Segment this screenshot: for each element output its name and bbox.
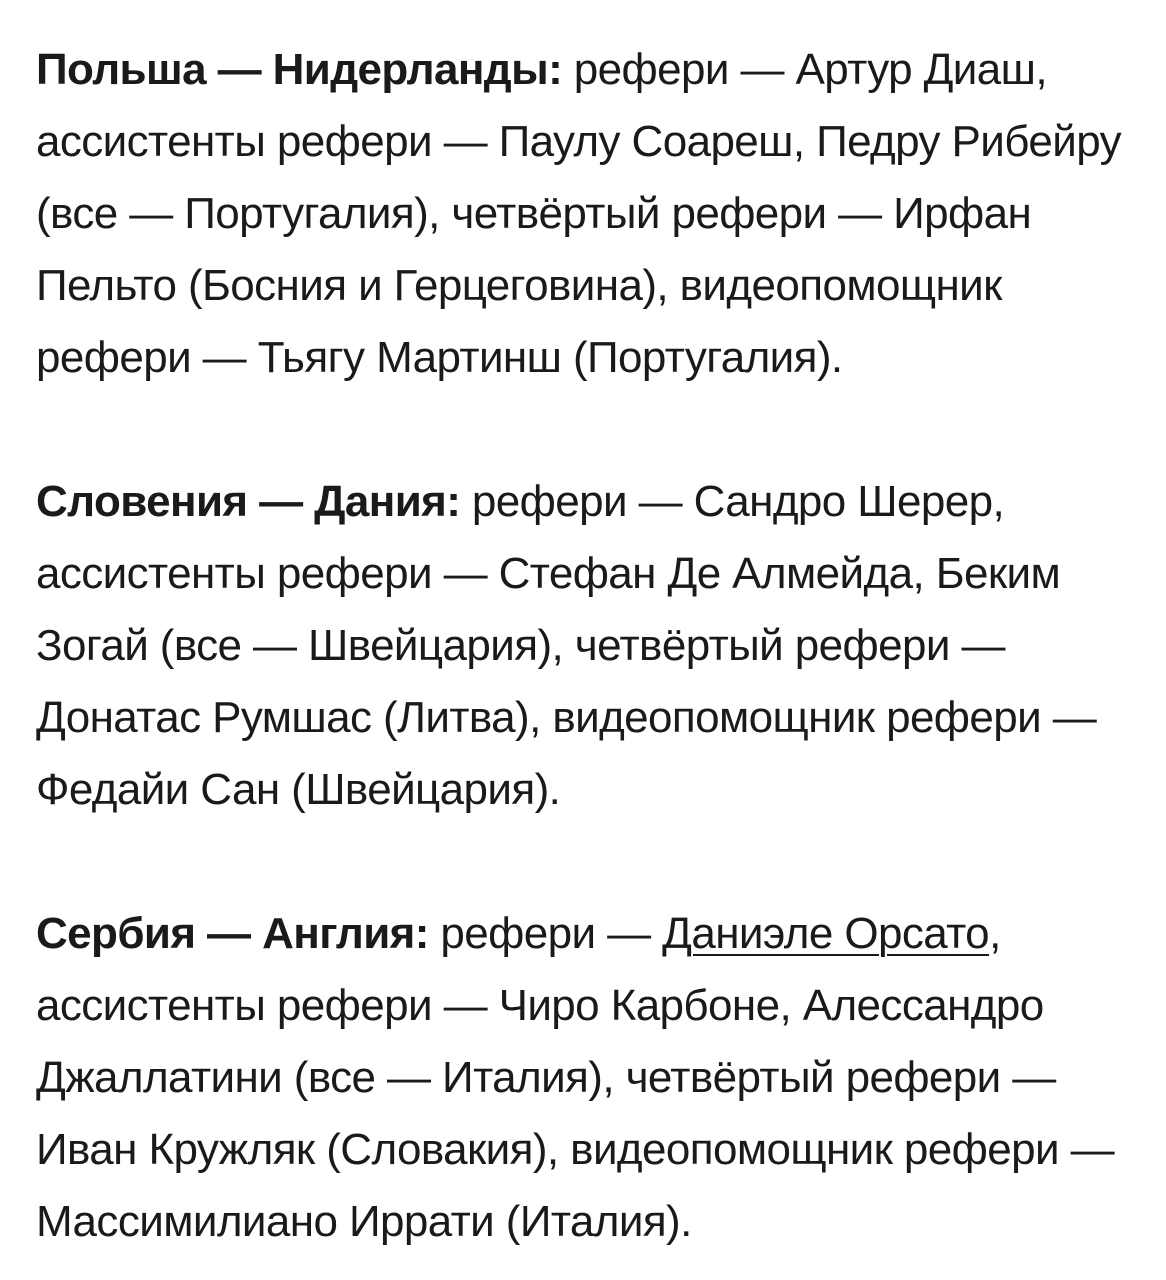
match-title: Сербия — Англия: xyxy=(36,909,429,958)
match-serbia-england xyxy=(36,898,1162,1258)
referee-link[interactable]: Даниэле Орсато xyxy=(662,909,990,958)
match-title: Словения — Дания: xyxy=(36,477,461,526)
article-body xyxy=(36,34,1162,1258)
match-officials-text-after: , ассистенты рефери — Чиро Карбоне, Алессандро Джаллатини (все — Италия), четвёртый рефери — Иван Кружляк (Словакия), видеопомощник рефери — Массимилиано Иррати (Италия). xyxy=(36,909,1115,1246)
match-officials-text-before: рефери — xyxy=(428,909,663,958)
match-officials-text: рефери — Артур Диаш, ассистенты рефери — Паулу Соареш, Педру Рибейру (все — Португалия), четвёртый рефери — Ирфан Пельто (Босния и Герцеговина), видеопомощник рефери — Тьягу Мартинш (Португалия). xyxy=(36,45,1121,382)
match-poland-netherlands xyxy=(36,34,1162,394)
match-officials-text: рефери — Сандро Шерер, ассистенты рефери — Стефан Де Алмейда, Беким Зогай (все — Швейцария), четвёртый рефери — Донатас Румшас (Литва), видеопомощник рефери — Федайи Сан (Швейцария). xyxy=(36,477,1097,814)
match-title: Польша — Нидерланды: xyxy=(36,45,563,94)
match-slovenia-denmark xyxy=(36,466,1162,826)
